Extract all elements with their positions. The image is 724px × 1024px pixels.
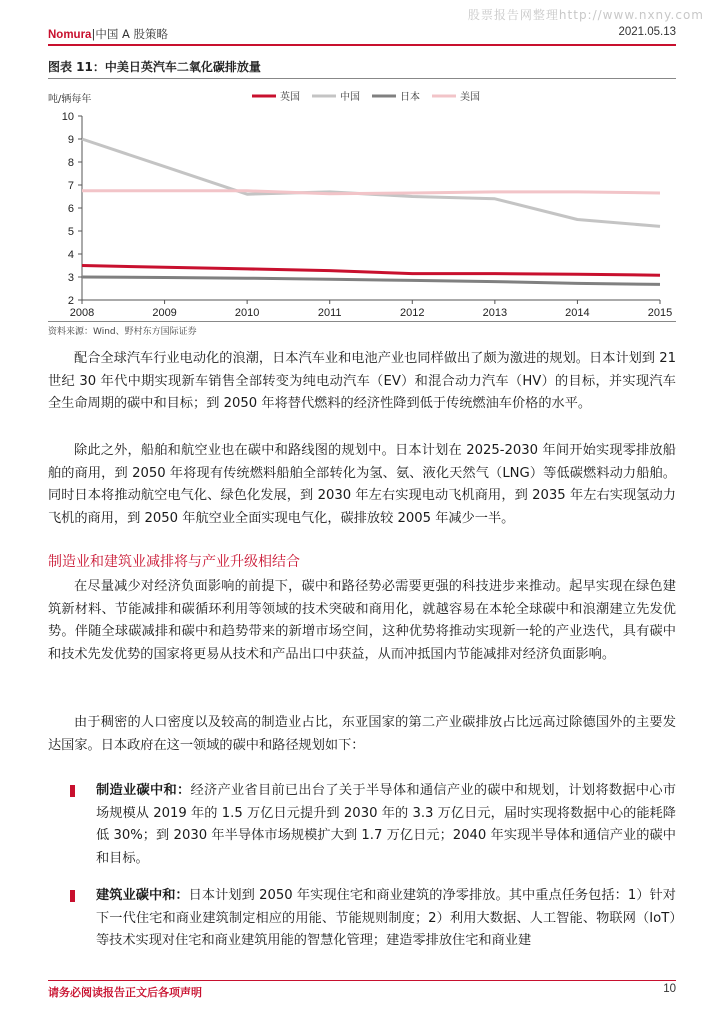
- legend-label: 美国: [460, 92, 480, 103]
- legend-label: 中国: [340, 92, 360, 103]
- x-tick-label: 2013: [482, 307, 508, 319]
- bullet-label: 制造业碳中和：: [96, 783, 191, 798]
- legend-label: 日本: [400, 92, 420, 103]
- x-tick-label: 2011: [317, 307, 342, 319]
- x-tick-label: 2012: [400, 307, 425, 319]
- x-tick-label: 2015: [647, 307, 673, 319]
- watermark: 股票报告网整理http://www.nxny.com: [467, 8, 704, 22]
- disclaimer-note: 请务必阅读报告正文后各项声明: [48, 986, 202, 999]
- bullet-manufacturing: [48, 780, 676, 870]
- x-tick-label: 2009: [152, 307, 177, 319]
- emissions-line-chart: [40, 84, 680, 324]
- paragraph-3: 在尽量减少对经济负面影响的前提下，碳中和路径势必需要更强的科技进步来推动。起早实现在绿色建筑新材料、节能减排和碳循环利用等领域的技术突破和商用化，就越容易在本轮全球碳中和浪潮建立先发优势。伴随全球碳减排和碳中和趋势带来的新增市场空间，这种优势将推动实现新一轮的产业迭代，具有碳中和技术先发优势的国家将更易从技术和产品出口中获益，从而冲抵国内节能减排对经济负面影响。: [48, 579, 676, 662]
- header-divider: [48, 44, 676, 46]
- page-header: [48, 26, 676, 42]
- y-tick-label: 10: [61, 111, 74, 123]
- report-date: 2021.05.13: [618, 26, 676, 38]
- y-tick-label: 9: [67, 134, 74, 146]
- paragraph-4: 由于稠密的人口密度以及较高的制造业占比，东亚国家的第二产业碳排放占比远高过除德国外的主要发达国家。日本政府在这一领域的碳中和路径规划如下：: [48, 715, 676, 753]
- series-line-美国: [82, 191, 660, 194]
- series-line-英国: [82, 266, 660, 276]
- figure-top-rule: [48, 78, 676, 79]
- page-number: 10: [663, 983, 676, 995]
- y-tick-label: 5: [67, 226, 74, 238]
- x-tick-label: 2014: [565, 307, 590, 319]
- brand-logo: Nomura: [48, 29, 92, 41]
- bullet-text: [96, 780, 676, 870]
- bullet-label: 建筑业碳中和：: [96, 888, 189, 903]
- bullet-marker: [70, 785, 75, 797]
- y-tick-label: 2: [67, 295, 74, 307]
- footer-divider: [48, 980, 676, 981]
- bullet-construction: [48, 885, 676, 953]
- section-heading: 制造业和建筑业减排将与产业升级相结合: [48, 554, 300, 570]
- bullet-body: 经济产业省目前已出台了关于半导体和通信产业的碳中和规划，计划将数据中心市场规模从 2019 年的 1.5 万亿日元提升到 2030 年的 3.3 万亿日元，届时实现将数据中心的能耗降低 30%；到 2030 年半导体市场规模扩大到 1.7 万亿日元；2040 年实现半导体和通信产业的碳中和目标。: [96, 783, 676, 866]
- figure-title: 图表 11：中美日英汽车二氧化碳排放量: [48, 60, 261, 74]
- y-tick-label: 8: [67, 157, 74, 169]
- bullet-text: [96, 885, 676, 953]
- paragraph-1: 配合全球汽车行业电动化的浪潮，日本汽车业和电池产业也同样做出了颇为激进的规划。日本计划到 21 世纪 30 年代中期实现新车销售全部转变为纯电动汽车（EV）和混合动力汽车（HV）的目标，并实现汽车全生命周期的碳中和目标；到 2050 年将替代燃料的经济性降到低于传统燃油车价格的水平。: [48, 351, 676, 412]
- y-axis-label: 吨/辆每年: [48, 94, 92, 105]
- series-line-中国: [82, 139, 660, 226]
- figure-bottom-rule: [48, 321, 676, 322]
- y-tick-label: 3: [67, 272, 74, 284]
- paragraph-2: 除此之外，船舶和航空业也在碳中和路线图的规划中。日本计划在 2025-2030 年间开始实现零排放船舶的商用，到 2050 年将现有传统燃料船舶全部转化为氢、氨、液化天然气（LNG）等低碳燃料动力船舶。同时日本将推动航空电气化、绿色化发展，到 2030 年左右实现电动飞机商用，到 2035 年左右实现氢动力飞机的商用，到 2050 年航空业全面实现电气化，碳排放较 2005 年减少一半。: [48, 443, 676, 526]
- brand: [48, 26, 168, 42]
- y-tick-label: 7: [67, 180, 74, 192]
- y-tick-label: 4: [67, 249, 74, 261]
- x-tick-label: 2008: [69, 307, 95, 319]
- series-line-日本: [82, 277, 660, 284]
- brand-suffix: |中国 A 股策略: [91, 27, 169, 41]
- y-tick-label: 6: [67, 203, 74, 215]
- legend-label: 英国: [280, 92, 300, 103]
- figure-source: 资料来源：Wind、野村东方国际证券: [48, 327, 197, 337]
- x-tick-label: 2010: [234, 307, 260, 319]
- bullet-body: 日本计划到 2050 年实现住宅和商业建筑的净零排放。其中重点任务包括：1）针对下一代住宅和商业建筑制定相应的用能、节能规则制度；2）利用大数据、人工智能、物联网（IoT）等技术实现对住宅和商业建筑用能的智慧化管理；建造零排放住宅和商业建: [96, 888, 676, 949]
- bullet-marker: [70, 890, 75, 902]
